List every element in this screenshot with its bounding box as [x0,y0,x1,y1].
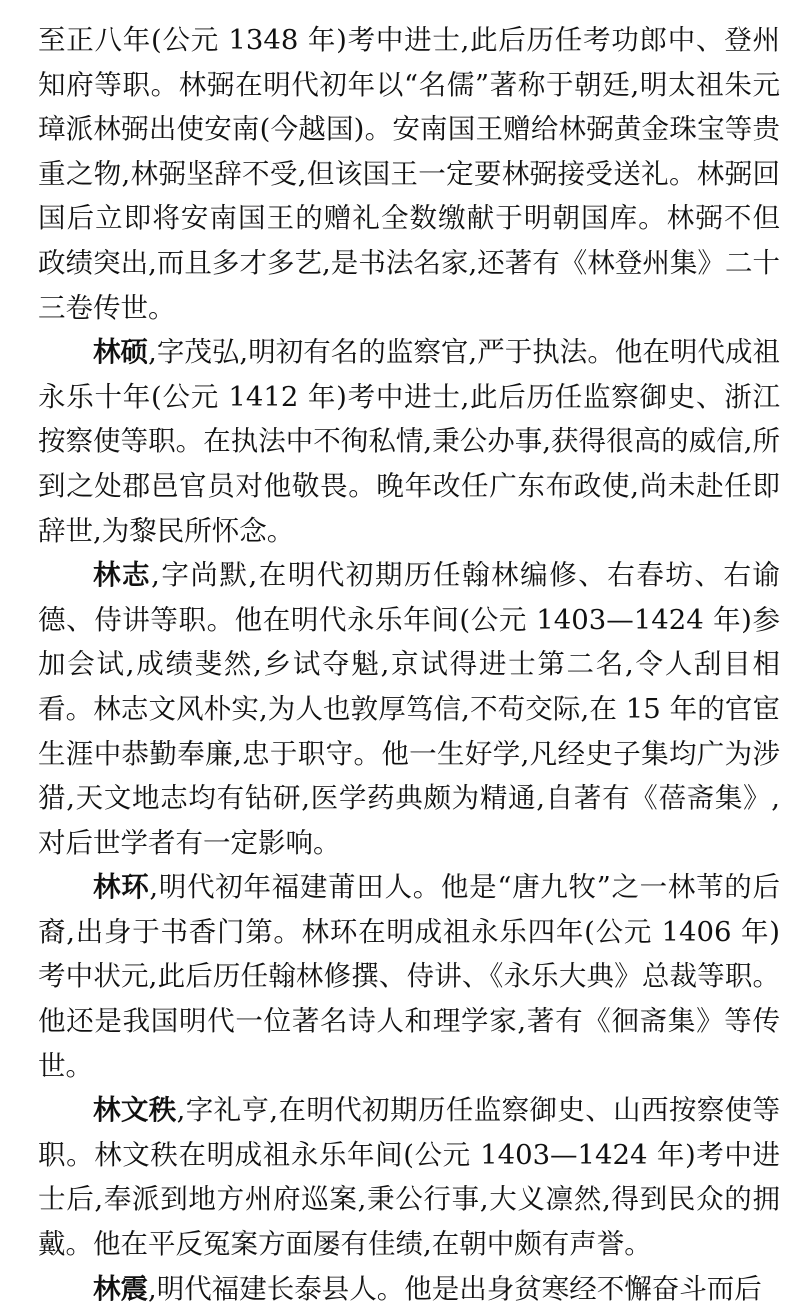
person-name: 林震 [93,1272,148,1305]
paragraph-lin-shuo [38,330,780,553]
paragraph-lin-wenzhi [38,1088,780,1266]
paragraph-text: 至正八年(公元 1348 年)考中进士,此后历任考功郎中、登州知府等职。林弼在明代初年以“名儒”著称于朝廷,明太祖朱元璋派林弼出使安南(今越国)。安南国王赠给林弼黄金珠宝等贵重之物,林弼坚辞不受,但该国王一定要林弼接受送礼。林弼回国后立即将安南国王的赠礼全数缴献于明朝国库。林弼不但政绩突出,而且多才多艺,是书法名家,还著有《林登州集》二十三卷传世。 [38,24,780,324]
paragraph-text: ,明代初年福建莆田人。他是“唐九牧”之一林苇的后裔,出身于书香门第。林环在明成祖永乐四年(公元 1406 年)考中状元,此后历任翰林修撰、侍讲、《永乐大典》总裁等职。他还是我国明代一位著名诗人和理学家,著有《徊斋集》等传世。 [38,871,781,1082]
paragraph-text: ,明代福建长泰县人。他是出身贫寒经不懈奋斗而后 [148,1272,762,1305]
paragraph-lin-zhi [38,553,780,865]
person-name: 林文秩 [93,1094,177,1127]
paragraph-text: ,字尚默,在明代初期历任翰林编修、右春坊、右谕德、侍讲等职。他在明代永乐年间(公元 1403—1424 年)参加会试,成绩斐然,乡试夺魁,京试得进士第二名,令人刮目相看。林志文风朴实,为人也敦厚笃信,不苟交际,在 15 年的官宦生涯中恭勤奉廉,忠于职守。他一生好学,凡经史子集均广为涉猎,天文地志均有钻研,医学药典颇为精通,自著有《蓓斋集》,对后世学者有一定影响。 [38,559,781,859]
paragraph-text: ,字茂弘,明初有名的监察官,严于执法。他在明代成祖永乐十年(公元 1412 年)考中进士,此后历任监察御史、浙江按察使等职。在执法中不徇私情,秉公办事,获得很高的威信,所到之处郡邑官员对他敬畏。晚年改任广东布政使,尚未赴任即辞世,为黎民所怀念。 [38,336,780,547]
paragraph-lin-bi-continued [38,18,780,330]
person-name: 林环 [93,871,150,904]
person-name: 林志 [93,559,152,592]
paragraph-text: ,字礼亨,在明代初期历任监察御史、山西按察使等职。林文秩在明成祖永乐年间(公元 1403—1424 年)考中进士后,奉派到地方州府巡案,秉公行事,大义凛然,得到民众的拥戴。他在平反冤案方面屡有佳绩,在朝中颇有声誉。 [38,1094,781,1261]
document-page [38,18,780,1311]
paragraph-lin-zhen [38,1267,780,1311]
paragraph-lin-huan [38,865,780,1088]
person-name: 林硕 [93,336,149,369]
